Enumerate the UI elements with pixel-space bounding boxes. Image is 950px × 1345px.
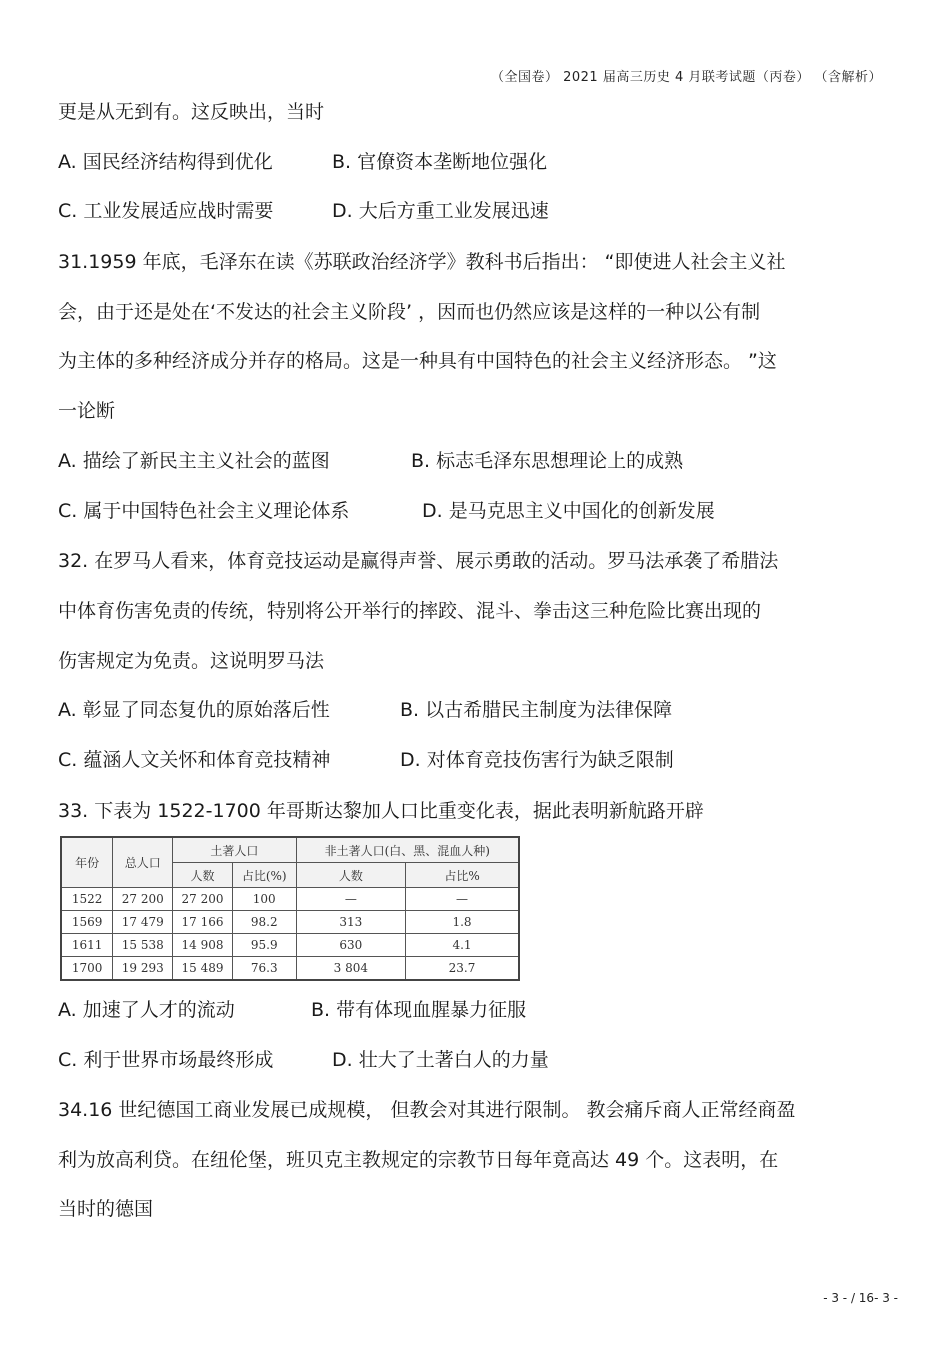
- question-32-line: 中体育伤害免责的传统，特别将公开举行的摔跤、混斗、拳击这三种危险比赛出现的: [58, 600, 762, 622]
- option-d: D. 是马克思主义中国化的创新发展: [422, 500, 715, 522]
- option-c: C. 利于世界市场最终形成: [58, 1049, 274, 1071]
- cell-year: 1700: [61, 957, 113, 981]
- question-34-line: 利为放高利贷。在纽伦堡，班贝克主教规定的宗教节日每年竟高达 49 个。这表明，在: [58, 1149, 779, 1171]
- question-32-line: 伤害规定为免责。这说明罗马法: [58, 650, 325, 672]
- cell-nonnative-pct: 23.7: [406, 957, 519, 981]
- cell-year: 1522: [61, 888, 113, 911]
- option-c: C. 属于中国特色社会主义理论体系: [58, 500, 350, 522]
- question-31-line: 31.1959 年底，毛泽东在读《苏联政治经济学》教科书后指出： “即使进人社会主义社: [58, 251, 786, 273]
- question-34-line: 34.16 世纪德国工商业发展已成规模， 但教会对其进行限制。 教会痛斥商人正常经商盈: [58, 1099, 796, 1121]
- page-header: （全国卷） 2021 届高三历史 4 月联考试题（丙卷） （含解析）: [490, 70, 882, 85]
- cell-native-pct: 100: [232, 888, 296, 911]
- option-a: A. 描绘了新民主主义社会的蓝图: [58, 450, 330, 472]
- cell-nonnative-count: 630: [296, 934, 405, 957]
- table-row: [61, 934, 519, 957]
- question-34-line: 当时的德国: [58, 1198, 154, 1220]
- cell-total: 27 200: [113, 888, 173, 911]
- cell-nonnative-pct: 4.1: [406, 934, 519, 957]
- cell-total: 17 479: [113, 911, 173, 934]
- option-d: D. 大后方重工业发展迅速: [332, 200, 549, 222]
- cell-nonnative-count: —: [296, 888, 405, 911]
- question-31-line: 一论断: [58, 400, 116, 422]
- population-table: [60, 836, 520, 981]
- cell-native-pct: 76.3: [232, 957, 296, 981]
- header-native-pct: 占比(%): [232, 863, 296, 888]
- table-row: [61, 888, 519, 911]
- option-b: B. 带有体现血腥暴力征服: [311, 999, 527, 1021]
- cell-nonnative-count: 313: [296, 911, 405, 934]
- header-native: 土著人口: [173, 837, 297, 863]
- option-a: A. 国民经济结构得到优化: [58, 151, 273, 173]
- cell-year: 1611: [61, 934, 113, 957]
- option-d: D. 对体育竞技伤害行为缺乏限制: [400, 749, 674, 771]
- cell-native-pct: 95.9: [232, 934, 296, 957]
- option-b: B. 以古希腊民主制度为法律保障: [400, 699, 673, 721]
- header-native-count: 人数: [173, 863, 233, 888]
- option-a: A. 加速了人才的流动: [58, 999, 235, 1021]
- table-row: [61, 911, 519, 934]
- question-33-line: 33. 下表为 1522-1700 年哥斯达黎加人口比重变化表，据此表明新航路开辟: [58, 800, 704, 822]
- header-nonnative: 非土著人口(白、黑、混血人种): [296, 837, 519, 863]
- cell-native-pct: 98.2: [232, 911, 296, 934]
- option-d: D. 壮大了土著白人的力量: [332, 1049, 549, 1071]
- cell-year: 1569: [61, 911, 113, 934]
- option-a: A. 彰显了同态复仇的原始落后性: [58, 699, 330, 721]
- cell-native-count: 14 908: [173, 934, 233, 957]
- question-32-line: 32. 在罗马人看来，体育竞技运动是赢得声誉、展示勇敢的活动。罗马法承袭了希腊法: [58, 550, 779, 572]
- question-31-line: 为主体的多种经济成分并存的格局。这是一种具有中国特色的社会主义经济形态。 ”这: [58, 350, 777, 372]
- cell-native-count: 17 166: [173, 911, 233, 934]
- cell-total: 15 538: [113, 934, 173, 957]
- header-total: 总人口: [113, 837, 173, 888]
- cell-nonnative-pct: 1.8: [406, 911, 519, 934]
- header-nonnative-count: 人数: [296, 863, 405, 888]
- cell-total: 19 293: [113, 957, 173, 981]
- option-c: C. 工业发展适应战时需要: [58, 200, 274, 222]
- table-row: [61, 957, 519, 981]
- option-c: C. 蕴涵人文关怀和体育竞技精神: [58, 749, 331, 771]
- option-b: B. 标志毛泽东思想理论上的成熟: [411, 450, 684, 472]
- option-b: B. 官僚资本垄断地位强化: [332, 151, 548, 173]
- question-31-line: 会，由于还是处在‘不发达的社会主义阶段’ ，因而也仍然应该是这样的一种以公有制: [58, 301, 761, 323]
- question-text-line: 更是从无到有。这反映出，当时: [58, 101, 325, 123]
- header-nonnative-pct: 占比%: [406, 863, 519, 888]
- cell-nonnative-pct: —: [406, 888, 519, 911]
- cell-native-count: 15 489: [173, 957, 233, 981]
- cell-native-count: 27 200: [173, 888, 233, 911]
- page-footer: - 3 - / 16- 3 -: [823, 1291, 898, 1305]
- header-year: 年份: [61, 837, 113, 888]
- cell-nonnative-count: 3 804: [296, 957, 405, 981]
